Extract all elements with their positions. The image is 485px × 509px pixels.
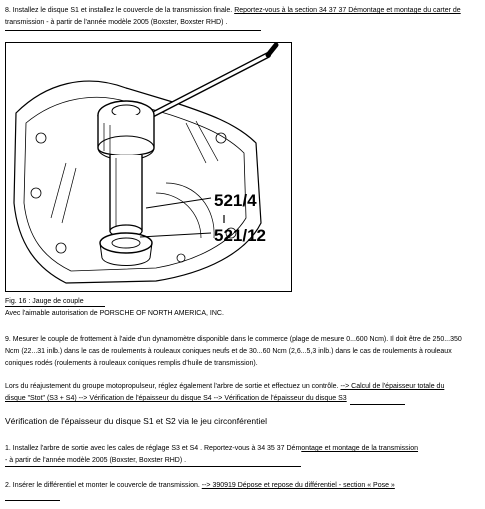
step-9-line-1-text: 9. Mesurer le couple de frottement à l'aide d'un dynamomètre disponible dans le commerce (plage de mesure 0...600 Ncm). Il doit être de 250...350	[5, 336, 462, 343]
step-1-line-2-text: - à partir de l'année modèle 2005 (Boxster, Boxster RHD) .	[5, 457, 187, 464]
step-2-text: 2. Insérer le différentiel et monter le couvercle de transmission.	[5, 482, 202, 489]
figure-torque-gauge	[5, 42, 292, 292]
section-heading-text: Vérification de l'épaisseur du disque S1 et S2 via le jeu circonférentiel	[5, 416, 267, 426]
step-2-link[interactable]: --> 390919 Dépose et repose du différentiel - section « Pose »	[201, 482, 395, 489]
caption-credit-text: Avec l'aimable autorisation de PORSCHE OF NORTH AMERICA, INC.	[5, 310, 224, 317]
readjust-text: Lors du réajustement du groupe motopropulseur, réglez également l'arbre de sortie et effectuez un contrôle.	[5, 383, 341, 390]
step-9-line-2	[5, 346, 480, 358]
transmission-illustration	[6, 43, 292, 292]
readjust-line-1	[5, 381, 480, 393]
caption-underline	[5, 306, 105, 307]
step-1-line-1	[5, 443, 480, 455]
step-8-line-2	[5, 17, 480, 29]
step-2-underline	[5, 500, 60, 501]
section-heading	[5, 416, 480, 428]
step-1-text: 1. Installez l'arbre de sortie avec les cales de réglage S3 et S4 . Reportez-vous à 34 35 37 Dém	[5, 445, 302, 452]
step-8-line-2-text: transmission - à partir de l'année modèle 2005 (Boxster, Boxster RHD) .	[5, 19, 228, 26]
step-1-underline	[5, 466, 301, 467]
label-521-4: 521/4	[214, 191, 257, 210]
readjust-link-s4-s3[interactable]: disque "Stot" (S3 + S4) --> Vérification de l'épaisseur du disque S4 --> Vérification de l'épaisseur du disque S3	[5, 395, 347, 402]
step-8-link[interactable]: Reportez-vous à la section 34 37 37 Démontage et montage du carter de	[234, 7, 461, 14]
step-9-line-2-text: Ncm (22...31 inlb.) dans le cas de roulements à rouleaux coniques neufs et de 30...60 Ncm (2,6...5,3 inlb.) dans le cas de roulements à rouleaux	[5, 348, 452, 355]
step-1-line-2	[5, 455, 480, 467]
readjust-link-stot[interactable]: --> Calcul de l'épaisseur totale du	[340, 383, 445, 390]
step-8-underline	[5, 30, 261, 31]
step-1-link[interactable]: ontage et montage de la transmission	[301, 445, 419, 452]
readjust-line-2	[5, 393, 480, 405]
readjust-underline	[350, 404, 405, 405]
step-2-line	[5, 480, 480, 492]
label-521-12: 521/12	[214, 226, 266, 245]
caption-title-text: Fig. 16 : Jauge de couple	[5, 298, 84, 305]
figure-caption-credit	[5, 308, 480, 320]
step-9-line-3	[5, 358, 480, 370]
step-9-line-1	[5, 334, 480, 346]
step-8-paragraph	[5, 5, 480, 17]
step-9-line-3-text: coniques rodés (roulements à rouleaux coniques remplis d'huile de transmission).	[5, 360, 258, 367]
step-8-text: 8. Installez le disque S1 et installez le couvercle de la transmission finale.	[5, 7, 235, 14]
